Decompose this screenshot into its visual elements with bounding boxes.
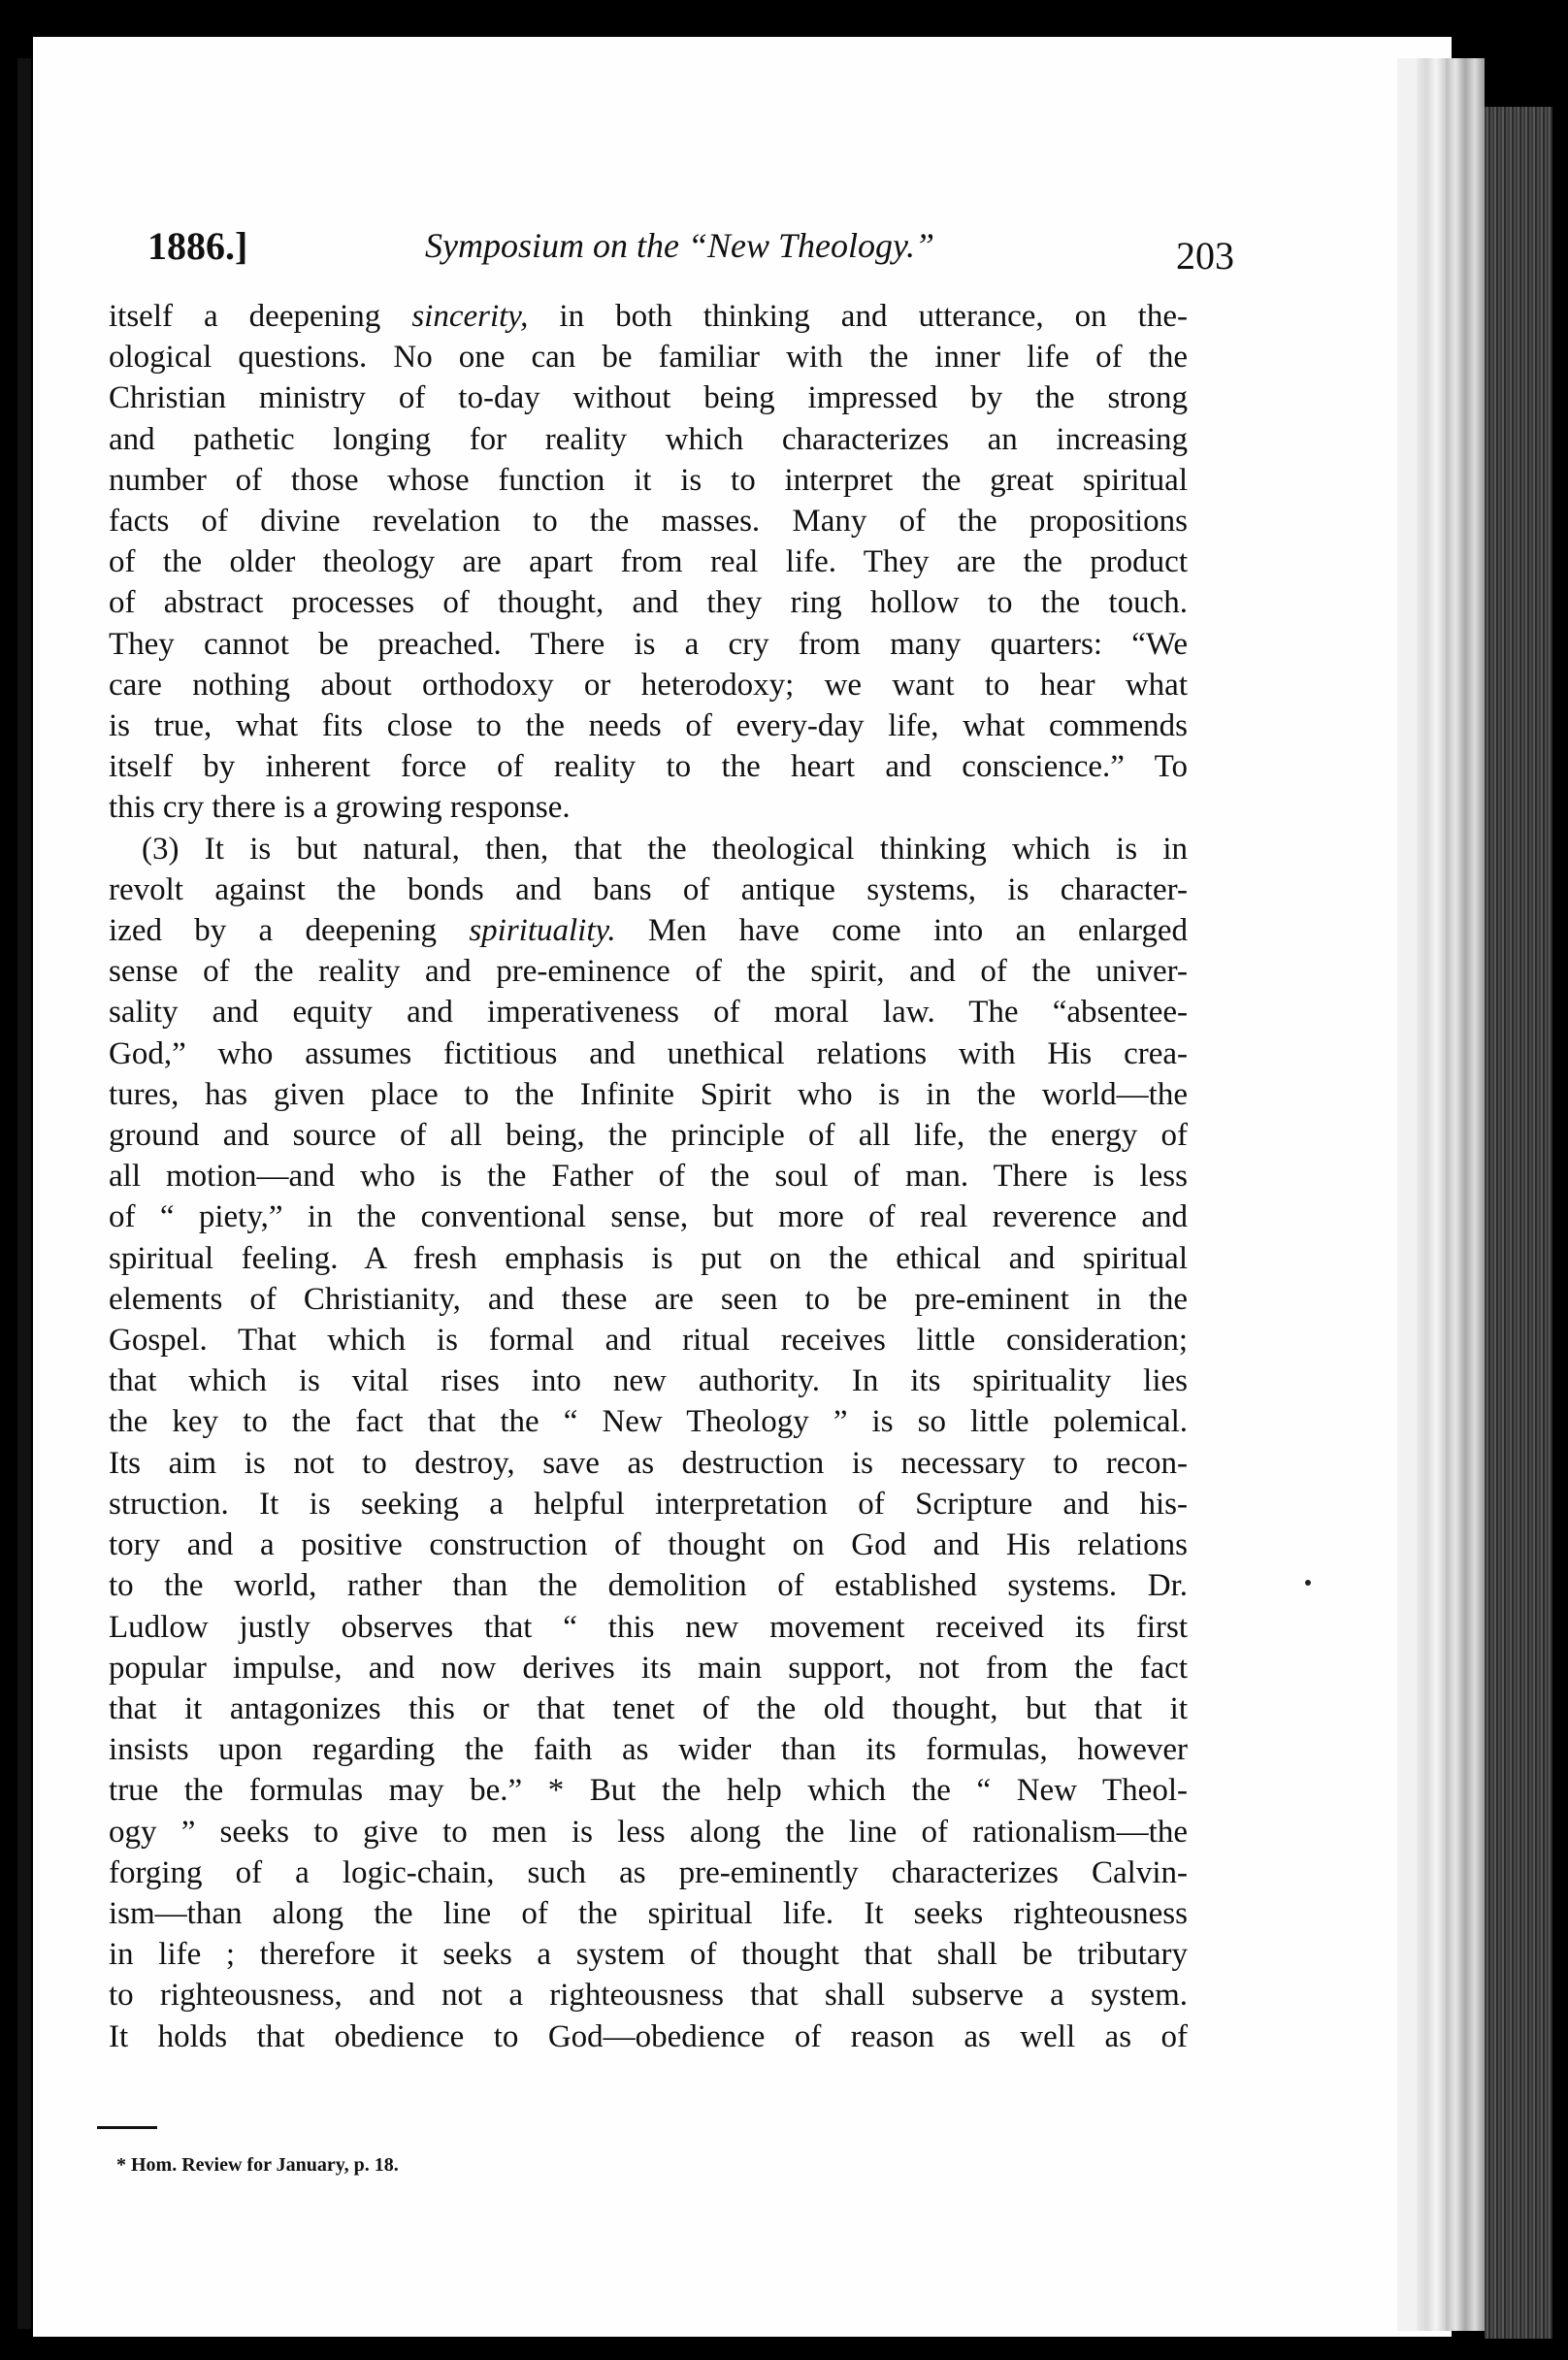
- text-run: Gospel. That which is formal and ritual receives little consideration;: [109, 1323, 1188, 1359]
- text-line: [109, 951, 1188, 992]
- text-line: [109, 1770, 1188, 1811]
- text-line: [109, 1975, 1188, 2016]
- text-run: of abstract processes of thought, and they ring hollow to the touch.: [109, 585, 1188, 621]
- text-run: They cannot be preached. There is a cry from many quarters: “We: [109, 626, 1188, 662]
- footnote: * Hom. Review for January, p. 18.: [116, 2154, 399, 2176]
- text-run: true the formulas may be.” * But the help which the “ New Theol-: [109, 1773, 1188, 1809]
- text-run: elements of Christianity, and these are seen to be pre-eminent in the: [109, 1281, 1188, 1317]
- text-line: [109, 746, 1188, 787]
- text-run: of the older theology are apart from real life. They are the product: [109, 544, 1188, 580]
- text-run: insists upon regarding the faith as wider than its formulas, however: [109, 1732, 1188, 1768]
- text-line: [109, 296, 1188, 337]
- text-line: [109, 1115, 1188, 1156]
- text-run: to righteousness, and not a righteousness that shall subserve a system.: [109, 1978, 1188, 2014]
- text-line: [109, 1812, 1188, 1852]
- text-run: popular impulse, and now derives its main support, not from the fact: [109, 1650, 1188, 1686]
- text-line: [109, 1279, 1188, 1320]
- text-run: spiritual feeling. A fresh emphasis is put on the ethical and spiritual: [109, 1240, 1188, 1276]
- italic-emphasis: spirituality.: [469, 913, 616, 949]
- page-edge-strip: [1446, 58, 1485, 2331]
- header-year: 1886.]: [147, 224, 248, 268]
- text-line: [109, 2016, 1188, 2057]
- text-run: (3) It is but natural, then, that the theological thinking which is in: [142, 831, 1188, 867]
- text-line: [109, 1484, 1188, 1524]
- text-run: in life ; therefore it seeks a system of thought that shall be tributary: [109, 1937, 1188, 1973]
- text-line: [109, 1238, 1188, 1279]
- text-line: [109, 1729, 1188, 1770]
- text-line: [109, 1360, 1188, 1401]
- text-line: [109, 1688, 1188, 1729]
- text-line: [109, 1196, 1188, 1237]
- header-title: Symposium on the “New Theology.”: [425, 226, 935, 265]
- running-header: [147, 215, 1234, 278]
- text-line: [109, 1074, 1188, 1115]
- text-run: It holds that obedience to God—obedience of reason as well as of: [109, 2018, 1188, 2054]
- italic-emphasis: sincerity,: [411, 299, 529, 334]
- text-line: [109, 1401, 1188, 1442]
- text-line: [109, 377, 1188, 418]
- text-run: sality and equity and imperativeness of moral law. The “absentee-: [109, 995, 1188, 1031]
- text-line: [109, 665, 1188, 705]
- text-line: [109, 624, 1188, 665]
- text-line: [109, 787, 1188, 828]
- text-run: tures, has given place to the Infinite Spirit who is in the world—the: [109, 1076, 1188, 1112]
- text-line: [109, 1565, 1188, 1606]
- text-run: facts of divine revelation to the masses. Many of the propositions: [109, 504, 1188, 540]
- text-run: is true, what fits close to the needs of every-day life, what commends: [109, 708, 1188, 744]
- text-line: [109, 1524, 1188, 1565]
- text-run: to the world, rather than the demolition of established systems. Dr.: [109, 1568, 1188, 1604]
- ink-speck: [1305, 1580, 1311, 1586]
- text-run: all motion—and who is the Father of the soul of man. There is less: [109, 1159, 1188, 1195]
- text-run: ogy ” seeks to give to men is less along the line of rationalism—the: [109, 1814, 1188, 1850]
- text-run: tory and a positive construction of thought on God and His relations: [109, 1527, 1188, 1563]
- text-line: [109, 541, 1188, 582]
- footnote-rule: [97, 2126, 157, 2129]
- text-line: [109, 1607, 1188, 1648]
- text-run: forging of a logic-chain, such as pre-eminently characterizes Calvin-: [109, 1854, 1188, 1890]
- text-run: God,” who assumes fictitious and unethical relations with His crea-: [109, 1035, 1188, 1071]
- text-line: [109, 1648, 1188, 1688]
- text-line: [109, 582, 1188, 623]
- text-line: [109, 1852, 1188, 1893]
- text-line: [109, 1320, 1188, 1360]
- text-line: [109, 460, 1188, 501]
- text-line: [109, 992, 1188, 1032]
- text-run: ized by a deepening: [109, 913, 470, 949]
- body-text: [109, 296, 1188, 2057]
- text-run: ground and source of all being, the principle of all life, the energy of: [109, 1118, 1188, 1154]
- text-run: ism—than along the line of the spiritual life. It seeks righteousness: [109, 1895, 1188, 1931]
- text-run: care nothing about orthodoxy or heterodoxy; we want to hear what: [109, 667, 1188, 703]
- text-run: number of those whose function it is to interpret the great spiritual: [109, 462, 1188, 498]
- text-line: [109, 1033, 1188, 1074]
- text-run: revolt against the bonds and bans of antique systems, is character-: [109, 871, 1188, 907]
- page-binding-shadow: [17, 58, 31, 2329]
- text-line: [109, 1156, 1188, 1196]
- text-run: Men have come into an enlarged: [615, 913, 1189, 949]
- text-run: the key to the fact that the “ New Theology ” is so little polemical.: [109, 1404, 1188, 1440]
- page-edge-strip: [1397, 58, 1417, 2331]
- book-fore-edge: [1485, 107, 1552, 2339]
- text-line: [109, 705, 1188, 746]
- text-line: [109, 1443, 1188, 1484]
- text-run: that which is vital rises into new authority. In its spirituality lies: [109, 1363, 1188, 1399]
- text-line: [109, 419, 1188, 460]
- text-run: Its aim is not to destroy, save as destruction is necessary to recon-: [109, 1445, 1188, 1481]
- text-run: and pathetic longing for reality which characterizes an increasing: [109, 421, 1188, 457]
- text-line: [109, 337, 1188, 377]
- text-run: Christian ministry of to-day without being impressed by the strong: [109, 380, 1188, 416]
- text-line: [109, 1893, 1188, 1934]
- text-run: ological questions. No one can be familiar with the inner life of the: [109, 340, 1188, 376]
- text-run: of “ piety,” in the conventional sense, but more of real reverence and: [109, 1199, 1188, 1235]
- text-run: that it antagonizes this or that tenet of the old thought, but that it: [109, 1690, 1188, 1726]
- text-run: Ludlow justly observes that “ this new movement received its first: [109, 1609, 1188, 1645]
- text-run: sense of the reality and pre-eminence of the spirit, and of the univer-: [109, 954, 1188, 990]
- page-edge-strip: [1417, 58, 1446, 2331]
- text-line: [109, 869, 1188, 910]
- page-number: 203: [1176, 234, 1234, 278]
- text-line: [109, 1934, 1188, 1975]
- text-line: [109, 501, 1188, 541]
- text-line: [109, 910, 1188, 951]
- text-run: struction. It is seeking a helpful interpretation of Scripture and his-: [109, 1486, 1188, 1522]
- text-line: [109, 829, 1188, 869]
- text-run: itself by inherent force of reality to the heart and conscience.” To: [109, 749, 1188, 785]
- text-run: this cry there is a growing response.: [109, 790, 571, 826]
- text-run: in both thinking and utterance, on the-: [528, 299, 1188, 334]
- text-run: itself a deepening: [109, 299, 412, 334]
